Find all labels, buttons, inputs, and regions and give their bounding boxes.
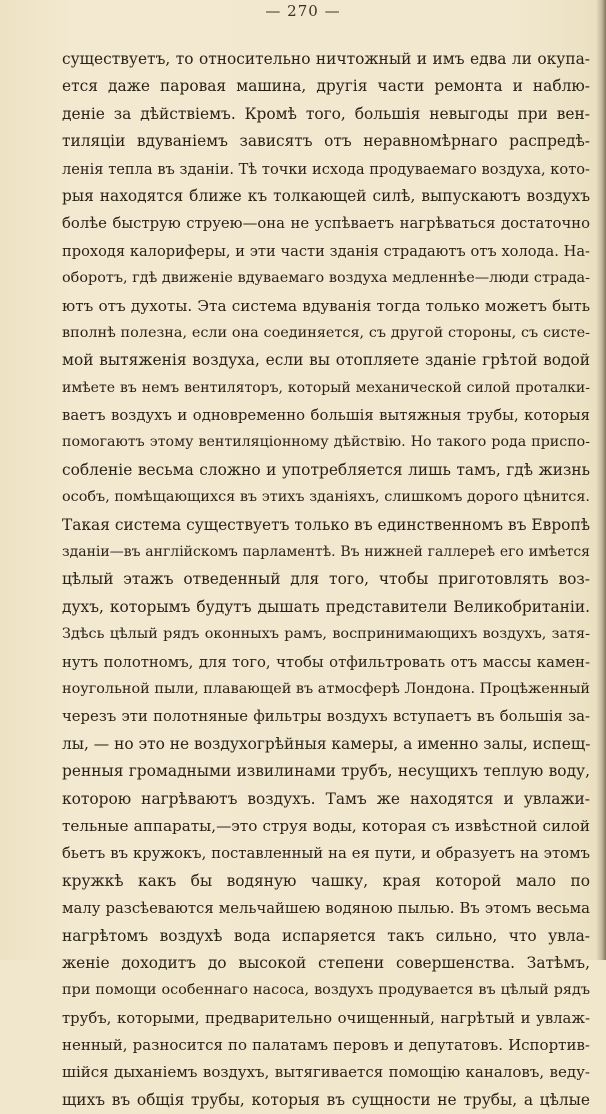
text-line: ленія тепла въ зданіи. Тѣ точки исхода продуваемаго воздуха, кото- <box>62 160 590 178</box>
text-line: мой вытяженія воздуха, если вы отопляете зданіе грѣтой водой <box>62 351 590 370</box>
text-line: кружкѣ какъ бы водяную чашку, края которой мало по <box>62 871 590 890</box>
text-line: оборотъ, гдѣ движеніе вдуваемаго воздуха медленнѣе—люди страда- <box>62 270 590 287</box>
text-line: вполнѣ полезна, если она соединяется, съ другой стороны, съ систе- <box>62 324 590 341</box>
text-line: цѣлый этажъ отведенный для того, чтобы приготовлять воз- <box>62 570 590 589</box>
text-line: ненный, разносится по палатамъ перовъ и депутатовъ. Испортив- <box>62 1036 590 1055</box>
text-line: нутъ полотномъ, для того, чтобы отфильтровать отъ массы камен- <box>62 653 590 671</box>
page-edge-shadow <box>596 0 606 960</box>
text-line: щихъ въ общія трубы, которыя въ сущности не трубы, а цѣлые <box>62 1090 590 1109</box>
text-line: черезъ эти полотняные фильтры воздухъ вступаетъ въ большія за- <box>62 708 590 726</box>
text-line: которою нагрѣваютъ воздухъ. Тамъ же находятся и увлажи- <box>62 789 590 808</box>
text-line: ноугольной пыли, плавающей въ атмосферѣ Лондона. Процѣженный <box>62 680 590 697</box>
text-line: тельные аппараты,—это струя воды, которая съ извѣстной силой <box>62 816 590 835</box>
text-line: трубъ, которыми, предварительно очищенный, нагрѣтый и увлаж- <box>62 1009 590 1027</box>
text-line: ренныя громадными извилинами трубъ, несущихъ теплую воду, <box>62 762 590 781</box>
text-line: существуетъ, то относительно ничтожный и имъ едва ли окупа- <box>62 50 590 68</box>
text-line: рыя находятся ближе къ толкающей силѣ, выпускаютъ воздухъ <box>62 186 590 205</box>
text-line: женіе доходитъ до высокой степени совершенства. Затѣмъ, <box>62 953 590 972</box>
text-line: при помощи особеннаго насоса, воздухъ продувается въ цѣлый рядъ <box>62 982 590 999</box>
text-line: особъ, помѣщающихся въ этихъ зданіяхъ, слишкомъ дорого цѣнится. <box>62 489 590 506</box>
text-line: деніе за дѣйствіемъ. Кромѣ того, большія невыгоды при вен- <box>62 104 590 123</box>
text-line: малу разсѣеваются мельчайшею водяною пылью. Въ этомъ весьма <box>62 900 590 918</box>
text-line: имѣете въ немъ вентиляторъ, который механической силой проталки- <box>62 379 590 396</box>
text-line: нагрѣтомъ воздухѣ вода испаряется такъ сильно, что увла- <box>62 926 590 945</box>
text-line: зданіи—въ англійскомъ парламентѣ. Въ нижней галлереѣ его имѣется <box>62 544 590 561</box>
text-line: собленіе весьма сложно и употребляется лишь тамъ, гдѣ жизнь <box>62 460 590 479</box>
text-line: ется даже паровая машина, другія части ремонта и наблю- <box>62 77 590 96</box>
text-line: ваетъ воздухъ и одновременно большія вытяжныя трубы, которыя <box>62 407 590 425</box>
text-line: Здѣсь цѣлый рядъ оконныхъ рамъ, воспринимающихъ воздухъ, затя- <box>62 626 590 643</box>
text-line: духъ, которымъ будутъ дышать представители Великобританіи. <box>62 597 590 616</box>
text-line: лы, — но это не воздухогрѣйныя камеры, а именно залы, испещ- <box>62 734 590 753</box>
body-text <box>62 46 590 1114</box>
text-line: тиляціи вдуваніемъ зависятъ отъ неравномѣрнаго распредѣ- <box>62 132 590 151</box>
text-line: шійся дыханіемъ воздухъ, вытягивается помощію каналовъ, веду- <box>62 1063 590 1082</box>
text-line: помогаютъ этому вентиляціонному дѣйствію. Но такого рода приспо- <box>62 434 590 451</box>
page-number: — 270 — <box>265 2 341 20</box>
text-line: болѣе быструю струею—она не успѣваетъ нагрѣваться достаточно <box>62 215 590 233</box>
text-line: ютъ отъ духоты. Эта система вдуванія тогда только можетъ быть <box>62 296 590 315</box>
text-line: бьетъ въ кружокъ, поставленный на ея пути, и образуетъ на этомъ <box>62 845 590 863</box>
text-line: Такая система существуетъ только въ единственномъ въ Европѣ <box>62 515 590 534</box>
text-line: проходя калориферы, и эти части зданія страдаютъ отъ холода. На- <box>62 242 590 260</box>
